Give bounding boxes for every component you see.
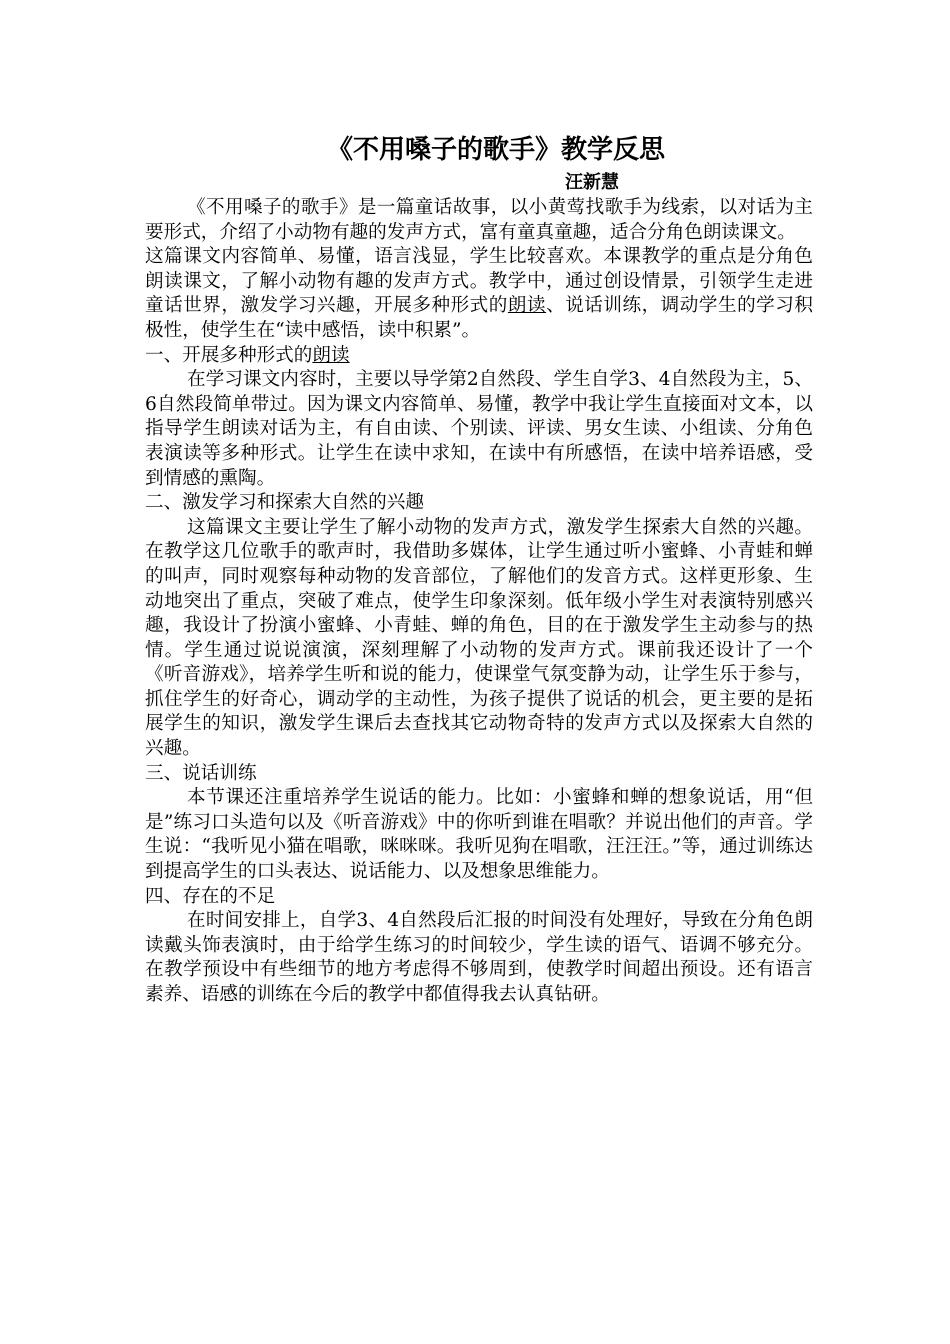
document-page (145, 130, 813, 1008)
intro-paragraph-2-text: 这篇课文内容简单、易懂，语言浅显，学生比较喜欢。本课教学的重点是分角色朗读课文，了解小动物有趣的发声方式。教学中，通过创设情景，引领学生走进童话世界，激发学习兴趣，开展多种形式的 (145, 246, 813, 317)
section-3-body: 本节课还注重培养学生说话的能力。比如：小蜜蜂和蝉的想象说话，用“但是”练习口头造句以及《听音游戏》中的你听到谁在唱歌？并说出他们的声音。学生说：“我听见小猫在唱歌，咪咪咪。我听见狗在唱歌，汪汪汪。”等，通过训练达到提高学生的口头表达、说话能力、以及想象思维能力。 (145, 787, 813, 883)
underlined-word: 朗读 (507, 295, 547, 317)
author-name: 汪新慧 (565, 172, 619, 193)
intro-paragraph-1: 《不用嗓子的歌手》是一篇童话故事，以小黄莺找歌手为线索，以对话为主要形式，介绍了小动物有趣的发声方式，富有童真童趣，适合分角色朗读课文。 (145, 197, 813, 243)
intro-paragraph-2 (145, 245, 813, 343)
section-1-body: 在学习课文内容时，主要以导学第2自然段、学生自学3、4自然段为主，5、6自然段简单带过。因为课文内容简单、易懂，教学中我让学生直接面对文本，以指导学生朗读对话为主，有自由读、个别读、评读、男女生读、小组读、分角色表演读等多种形式。让学生在读中求知，在读中有所感悟，在读中培养语感，受到情感的熏陶。 (145, 369, 813, 489)
section-2-heading: 二、激发学习和探索大自然的兴趣 (145, 492, 424, 514)
section-4-body: 在时间安排上，自学3、4自然段后汇报的时间没有处理好，导致在分角色朗读戴头饰表演时，由于给学生练习的时间较少，学生读的语气、语调不够充分。在教学预设中有些细节的地方考虑得不够周到，使教学时间超出预设。还有语言素养、语感的训练在今后的教学中都值得我去认真钻研。 (145, 910, 813, 1005)
document-title: 《不用嗓子的歌手》教学反思 (327, 135, 666, 165)
section-1-heading-text: 一、开展多种形式的 (145, 344, 313, 366)
section-4-heading: 四、存在的不足 (145, 885, 276, 907)
section-1-heading (145, 344, 813, 369)
section-1-heading-underlined: 朗读 (312, 344, 350, 366)
intro-paragraph-2-text-end: 、说话训练，调动学生的学习积极性，使学生在“读中感悟，读中积累”。 (145, 295, 813, 341)
section-2-body: 这篇课文主要让学生了解小动物的发声方式，激发学生探索大自然的兴趣。在教学这几位歌手的歌声时，我借助多媒体，让学生通过听小蜜蜂、小青蛙和蝉的叫声，同时观察每种动物的发音部位，了解他们的发音方式。这样更形象、生动地突出了重点，突破了难点，使学生印象深刻。低年级小学生对表演特别感兴趣，我设计了扮演小蜜蜂、小青蛙、蝉的角色，目的在于激发学生主动参与的热情。学生通过说说演演，深刻理解了小动物的发声方式。课前我还设计了一个《听音游戏》，培养学生听和说的能力，使课堂气氛变静为动，让学生乐于参与，抓住学生的好奇心，调动学的主动性，为孩子提供了说话的机会，更主要的是拓展学生的知识，激发学生课后去查找其它动物奇特的发声方式以及探索大自然的兴趣。 (145, 516, 813, 760)
section-3-heading: 三、说话训练 (145, 762, 257, 784)
